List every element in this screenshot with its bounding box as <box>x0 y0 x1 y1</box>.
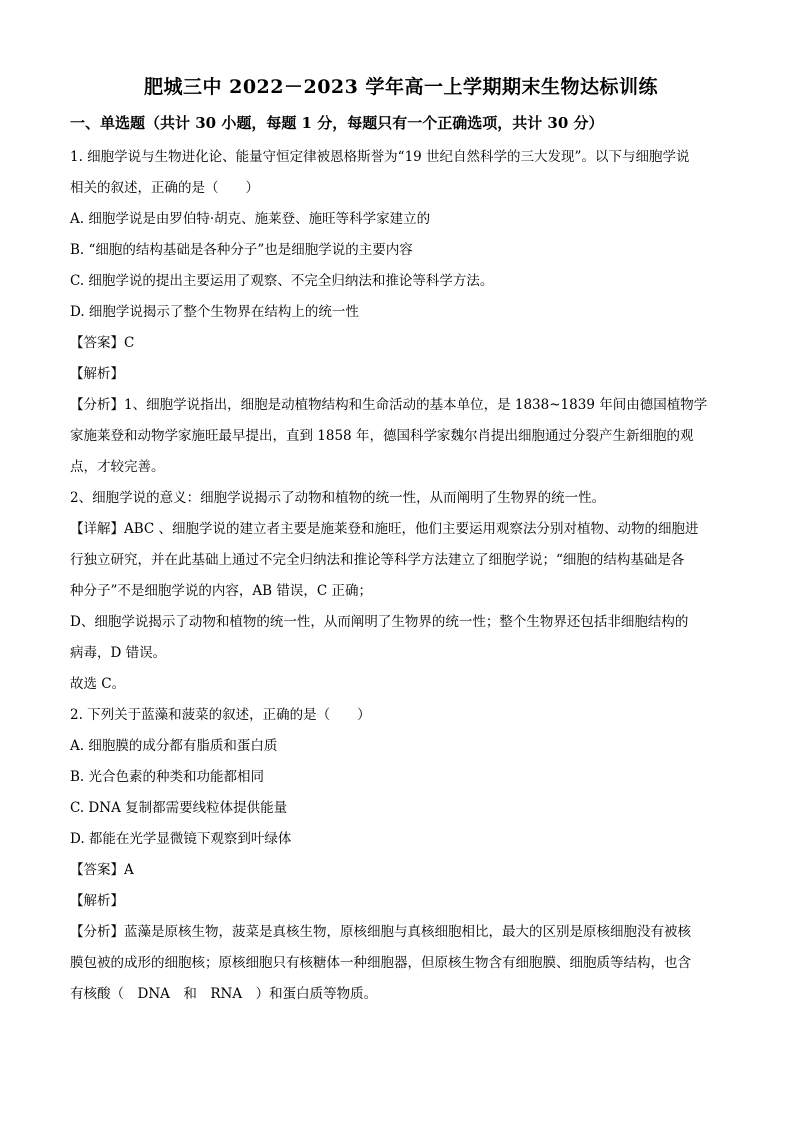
question-1-xiangjie-line-5: 病毒，D 错误。 <box>70 645 167 661</box>
question-1-option-d: D. 细胞学说揭示了整个生物界在结构上的统一性 <box>70 304 359 320</box>
question-2-stem: 2. 下列关于蓝藻和菠菜的叙述，正确的是（ ） <box>70 707 371 723</box>
question-1 <box>70 142 732 700</box>
question-1-stem-line-1: 1. 细胞学说与生物进化论、能量守恒定律被恩格斯誉为“19 世纪自然科学的三大发现”。以下与细胞学说 <box>70 149 690 165</box>
section-heading: 一、单选题（共计 30 小题，每题 1 分，每题只有一个正确选项，共计 30 分） <box>70 114 604 132</box>
question-1-option-c: C. 细胞学说的提出主要运用了观察、不完全归纳法和推论等科学方法。 <box>70 273 494 289</box>
question-1-xiangjie-line-3: 种分子”不是细胞学说的内容，AB 错误，C 正确； <box>70 583 372 599</box>
question-1-xiangjie-line-2: 行独立研究，并在此基础上通过不完全归纳法和推论等科学方法建立了细胞学说；“细胞的结构基础是各 <box>70 552 685 568</box>
question-1-conclusion: 故选 C。 <box>70 676 126 692</box>
question-1-answer: 【答案】C <box>70 335 135 351</box>
question-2-option-b: B. 光合色素的种类和功能都相同 <box>70 769 265 785</box>
question-1-fenxi-line-2: 家施莱登和动物学家施旺最早提出，直到 1858 年，德国科学家魏尔肖提出细胞通过分裂产生新细胞的观 <box>70 428 694 444</box>
question-1-xiangjie-line-4: D、细胞学说揭示了动物和植物的统一性，从而阐明了生物界的统一性；整个生物界还包括非细胞结构的 <box>70 614 689 630</box>
question-1-fenxi-line-1: 【分析】1、细胞学说指出，细胞是动植物结构和生命活动的基本单位，是 1838~1839 年间由德国植物学 <box>70 397 708 413</box>
question-1-stem-line-2: 相关的叙述，正确的是（ ） <box>70 180 259 196</box>
question-1-xiangjie-line-1: 【详解】ABC 、细胞学说的建立者主要是施莱登和施旺，他们主要运用观察法分别对植物、动物的细胞进 <box>70 521 699 537</box>
question-2-answer: 【答案】A <box>70 862 134 878</box>
question-1-option-b: B. “细胞的结构基础是各种分子”也是细胞学说的主要内容 <box>70 242 413 258</box>
question-1-option-a: A. 细胞学说是由罗伯特·胡克、施莱登、施旺等科学家建立的 <box>70 211 431 227</box>
question-2-fenxi-line-3: 有核酸（ DNA 和 RNA ）和蛋白质等物质。 <box>70 986 378 1002</box>
document-title: 肥城三中 2022－2023 学年高一上学期期末生物达标训练 <box>144 76 658 98</box>
question-2-option-d: D. 都能在光学显微镜下观察到叶绿体 <box>70 831 292 847</box>
question-1-analysis-label: 【解析】 <box>70 366 124 382</box>
question-2-analysis-label: 【解析】 <box>70 893 124 909</box>
question-1-fenxi-line-4: 2、细胞学说的意义：细胞学说揭示了动物和植物的统一性，从而阐明了生物界的统一性。 <box>70 490 606 506</box>
question-2-option-c: C. DNA 复制都需要线粒体提供能量 <box>70 800 288 816</box>
question-2 <box>70 700 732 1010</box>
question-2-option-a: A. 细胞膜的成分都有脂质和蛋白质 <box>70 738 278 754</box>
question-2-fenxi-line-2: 膜包被的成形的细胞核；原核细胞只有核糖体一种细胞器，但原核生物含有细胞膜、细胞质等结构，也含 <box>70 955 691 971</box>
question-2-fenxi-line-1: 【分析】蓝藻是原核生物，菠菜是真核生物，原核细胞与真核细胞相比，最大的区别是原核细胞没有被核 <box>70 924 691 940</box>
question-1-fenxi-line-3: 点，才较完善。 <box>70 459 165 475</box>
